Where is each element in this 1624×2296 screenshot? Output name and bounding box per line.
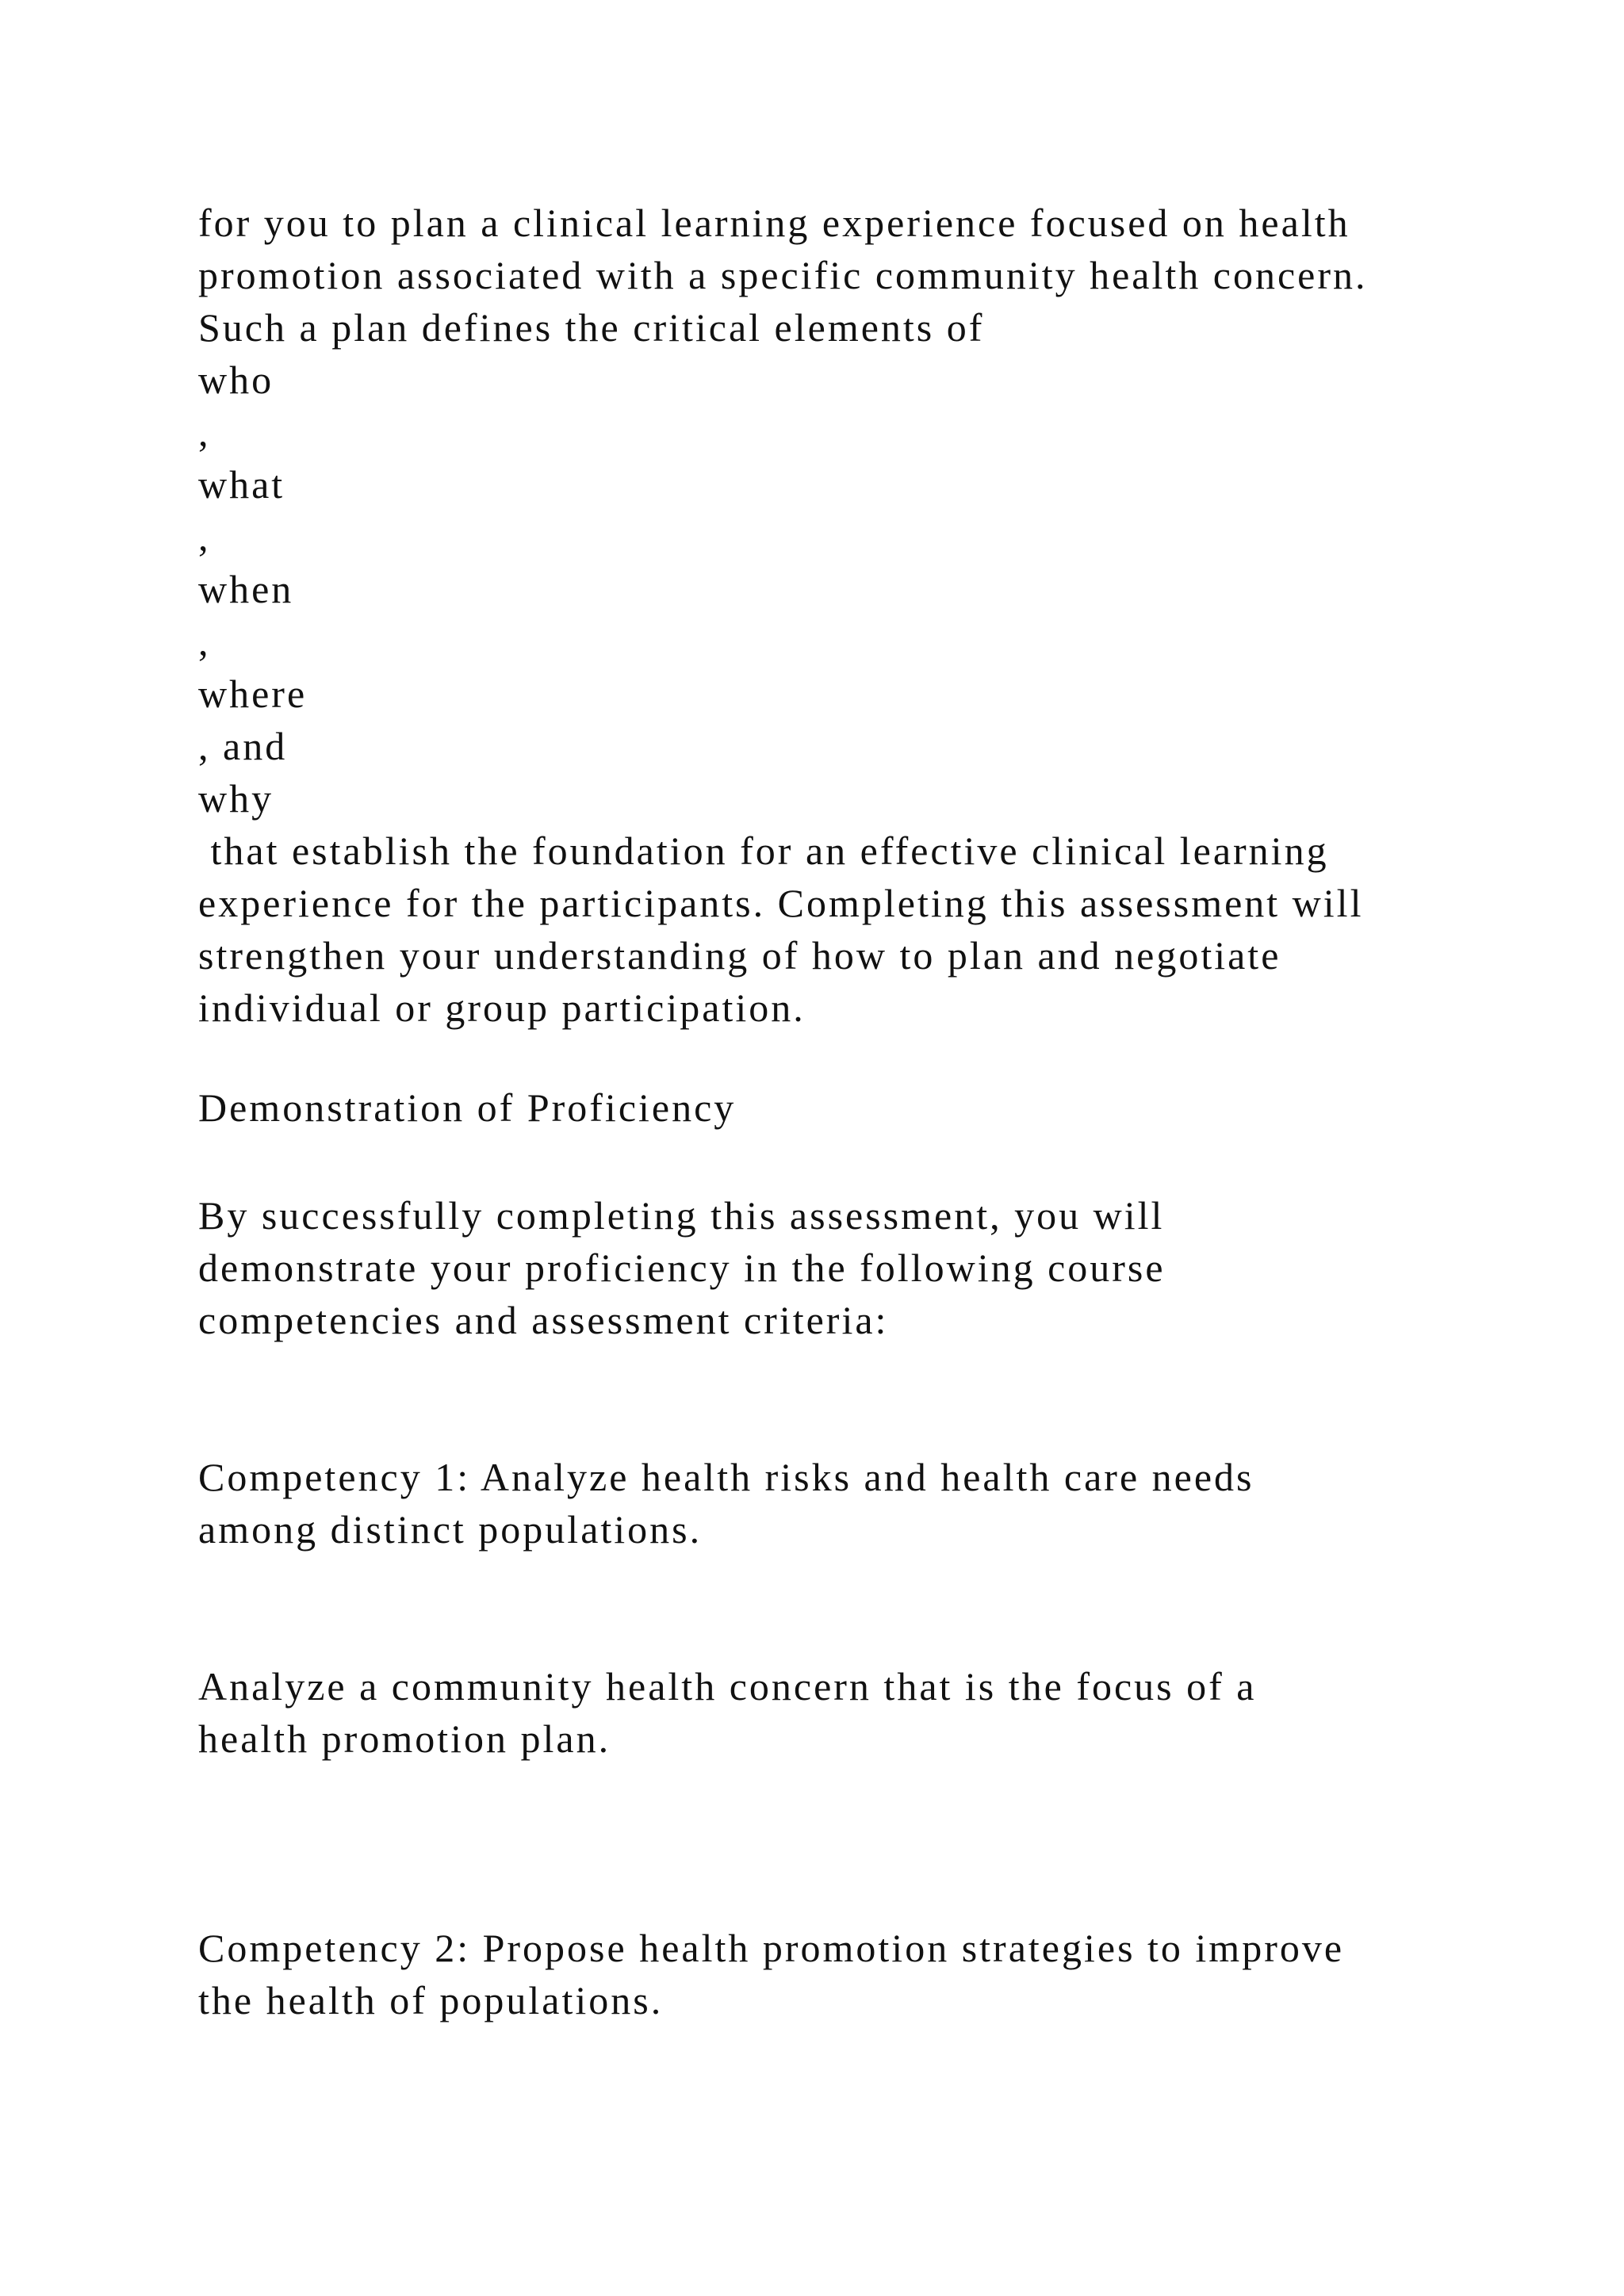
text-line: where bbox=[198, 672, 308, 716]
competency-line: among distinct populations. bbox=[198, 1507, 703, 1552]
text-line: demonstrate your proficiency in the following course bbox=[198, 1246, 1166, 1290]
text-line: strengthen your understanding of how to plan and negotiate bbox=[198, 933, 1281, 978]
text-line: who bbox=[198, 358, 274, 402]
text-line: individual or group participation. bbox=[198, 985, 806, 1030]
text-line: , bbox=[198, 410, 211, 454]
text-line: what bbox=[198, 462, 285, 507]
text-line: for you to plan a clinical learning experience focused on health bbox=[198, 201, 1350, 245]
text-line: when bbox=[198, 567, 294, 611]
criterion-line: Analyze a community health concern that is the focus of a bbox=[198, 1664, 1257, 1709]
text-line: By successfully completing this assessment, you will bbox=[198, 1193, 1165, 1238]
text-line: experience for the participants. Completing this assessment will bbox=[198, 881, 1364, 925]
text-line: promotion associated with a specific community health concern. bbox=[198, 253, 1368, 297]
competency-line: Competency 1: Analyze health risks and health care needs bbox=[198, 1455, 1254, 1499]
text-line: Such a plan defines the critical elements of bbox=[198, 305, 985, 350]
section-heading: Demonstration of Proficiency bbox=[198, 1085, 737, 1130]
criterion-line: health promotion plan. bbox=[198, 1716, 611, 1761]
text-line: , bbox=[198, 619, 211, 664]
text-line: that establish the foundation for an effective clinical learning bbox=[198, 828, 1329, 873]
text-line: , bbox=[198, 515, 211, 559]
text-line: , and bbox=[198, 724, 288, 768]
competency-line: Competency 2: Propose health promotion strategies to improve bbox=[198, 1926, 1345, 1970]
text-line: competencies and assessment criteria: bbox=[198, 1298, 889, 1342]
text-line: why bbox=[198, 776, 274, 821]
competency-line: the health of populations. bbox=[198, 1978, 664, 2022]
